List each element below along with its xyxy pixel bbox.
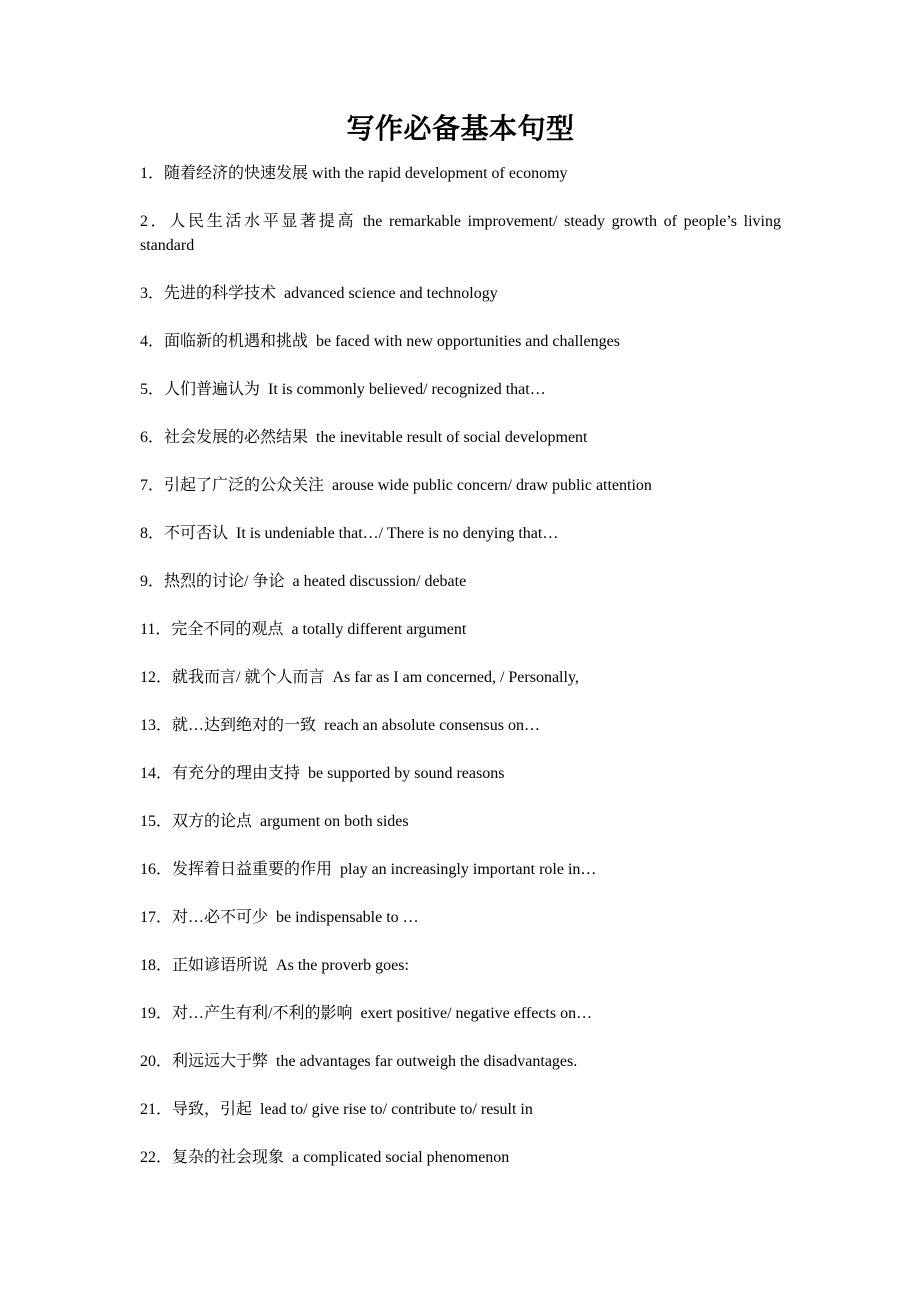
item-english-phrase: lead to/ give rise to/ contribute to/ result in	[260, 1101, 533, 1118]
item-chinese-phrase: 对…必不可少	[172, 909, 269, 926]
item-number: 19．	[140, 1005, 173, 1022]
item-number: 21．	[140, 1101, 173, 1118]
item-number: 5．	[140, 381, 165, 398]
item-english-phrase: a heated discussion/ debate	[292, 573, 467, 590]
item-number: 7．	[140, 477, 165, 494]
item-english-phrase: As the proverb goes:	[276, 957, 409, 974]
item-english-phrase: It is undeniable that…/ There is no denying that…	[236, 525, 559, 542]
item-number: 2．	[140, 213, 170, 230]
item-english-phrase: play an increasingly important role in…	[340, 861, 597, 878]
item-chinese-phrase: 社会发展的必然结果	[164, 429, 309, 446]
item-english-phrase: a totally different argument	[291, 621, 467, 638]
item-english-phrase: exert positive/ negative effects on…	[360, 1005, 593, 1022]
list-item	[140, 1146, 781, 1170]
item-chinese-phrase: 就…达到绝对的一致	[172, 717, 317, 734]
item-english-phrase: the advantages far outweigh the disadvantages.	[276, 1053, 578, 1070]
item-number: 1．	[140, 165, 165, 182]
item-chinese-phrase: 人民生活水平显著提高	[169, 213, 357, 230]
item-number: 20．	[140, 1053, 173, 1070]
item-number: 3．	[140, 285, 165, 302]
list-item	[140, 666, 781, 690]
item-english-phrase: the remarkable improvement/ steady growth of people’s living standard	[140, 213, 781, 254]
item-english-phrase: be supported by sound reasons	[308, 765, 505, 782]
item-number: 14．	[140, 765, 173, 782]
item-chinese-phrase: 对…产生有利/不利的影响	[172, 1005, 353, 1022]
list-item	[140, 522, 781, 546]
list-item	[140, 378, 781, 402]
list-item	[140, 1050, 781, 1074]
item-chinese-phrase: 发挥着日益重要的作用	[172, 861, 333, 878]
list-item	[140, 426, 781, 450]
item-chinese-phrase: 随着经济的快速发展	[164, 165, 309, 182]
item-chinese-phrase: 热烈的讨论/ 争论	[164, 573, 285, 590]
list-item	[140, 810, 781, 834]
item-number: 6．	[140, 429, 165, 446]
item-chinese-phrase: 利远远大于弊	[172, 1053, 269, 1070]
list-item	[140, 570, 781, 594]
item-english-phrase: It is commonly believed/ recognized that…	[268, 381, 546, 398]
list-item	[140, 858, 781, 882]
item-english-phrase: the inevitable result of social development	[316, 429, 588, 446]
item-chinese-phrase: 就我而言/ 就个人而言	[172, 669, 325, 686]
item-english-phrase: be indispensable to …	[276, 909, 419, 926]
item-english-phrase: As far as I am concerned, / Personally,	[332, 669, 579, 686]
item-chinese-phrase: 双方的论点	[172, 813, 253, 830]
item-number: 11．	[140, 621, 172, 638]
item-chinese-phrase: 不可否认	[164, 525, 229, 542]
list-item	[140, 714, 781, 738]
item-number: 9．	[140, 573, 165, 590]
item-number: 12．	[140, 669, 173, 686]
item-number: 17．	[140, 909, 173, 926]
item-number: 8．	[140, 525, 165, 542]
item-number: 18．	[140, 957, 173, 974]
list-item	[140, 1098, 781, 1122]
item-chinese-phrase: 有充分的理由支持	[172, 765, 301, 782]
item-chinese-phrase: 引起了广泛的公众关注	[164, 477, 325, 494]
item-number: 15．	[140, 813, 173, 830]
item-number: 16．	[140, 861, 173, 878]
item-chinese-phrase: 正如谚语所说	[172, 957, 269, 974]
doc-title: 写作必备基本句型	[346, 114, 575, 145]
item-list	[140, 162, 781, 1170]
item-chinese-phrase: 导致，引起	[172, 1101, 253, 1118]
item-english-phrase: advanced science and technology	[284, 285, 498, 302]
list-item	[140, 762, 781, 786]
item-chinese-phrase: 完全不同的观点	[171, 621, 284, 638]
item-english-phrase: be faced with new opportunities and challenges	[316, 333, 620, 350]
list-item	[140, 210, 781, 258]
item-chinese-phrase: 面临新的机遇和挑战	[164, 333, 309, 350]
item-chinese-phrase: 先进的科学技术	[164, 285, 277, 302]
list-item	[140, 162, 781, 186]
list-item	[140, 282, 781, 306]
item-english-phrase: with the rapid development of economy	[312, 165, 568, 182]
list-item	[140, 330, 781, 354]
list-item	[140, 474, 781, 498]
list-item	[140, 954, 781, 978]
list-item	[140, 906, 781, 930]
item-english-phrase: arouse wide public concern/ draw public attention	[332, 477, 652, 494]
item-number: 22．	[140, 1149, 173, 1166]
item-english-phrase: argument on both sides	[260, 813, 409, 830]
item-chinese-phrase: 复杂的社会现象	[172, 1149, 285, 1166]
list-item	[140, 618, 781, 642]
item-number: 4．	[140, 333, 165, 350]
item-english-phrase: reach an absolute consensus on…	[324, 717, 540, 734]
item-english-phrase: a complicated social phenomenon	[292, 1149, 510, 1166]
list-item	[140, 1002, 781, 1026]
item-number: 13．	[140, 717, 173, 734]
item-chinese-phrase: 人们普遍认为	[164, 381, 261, 398]
